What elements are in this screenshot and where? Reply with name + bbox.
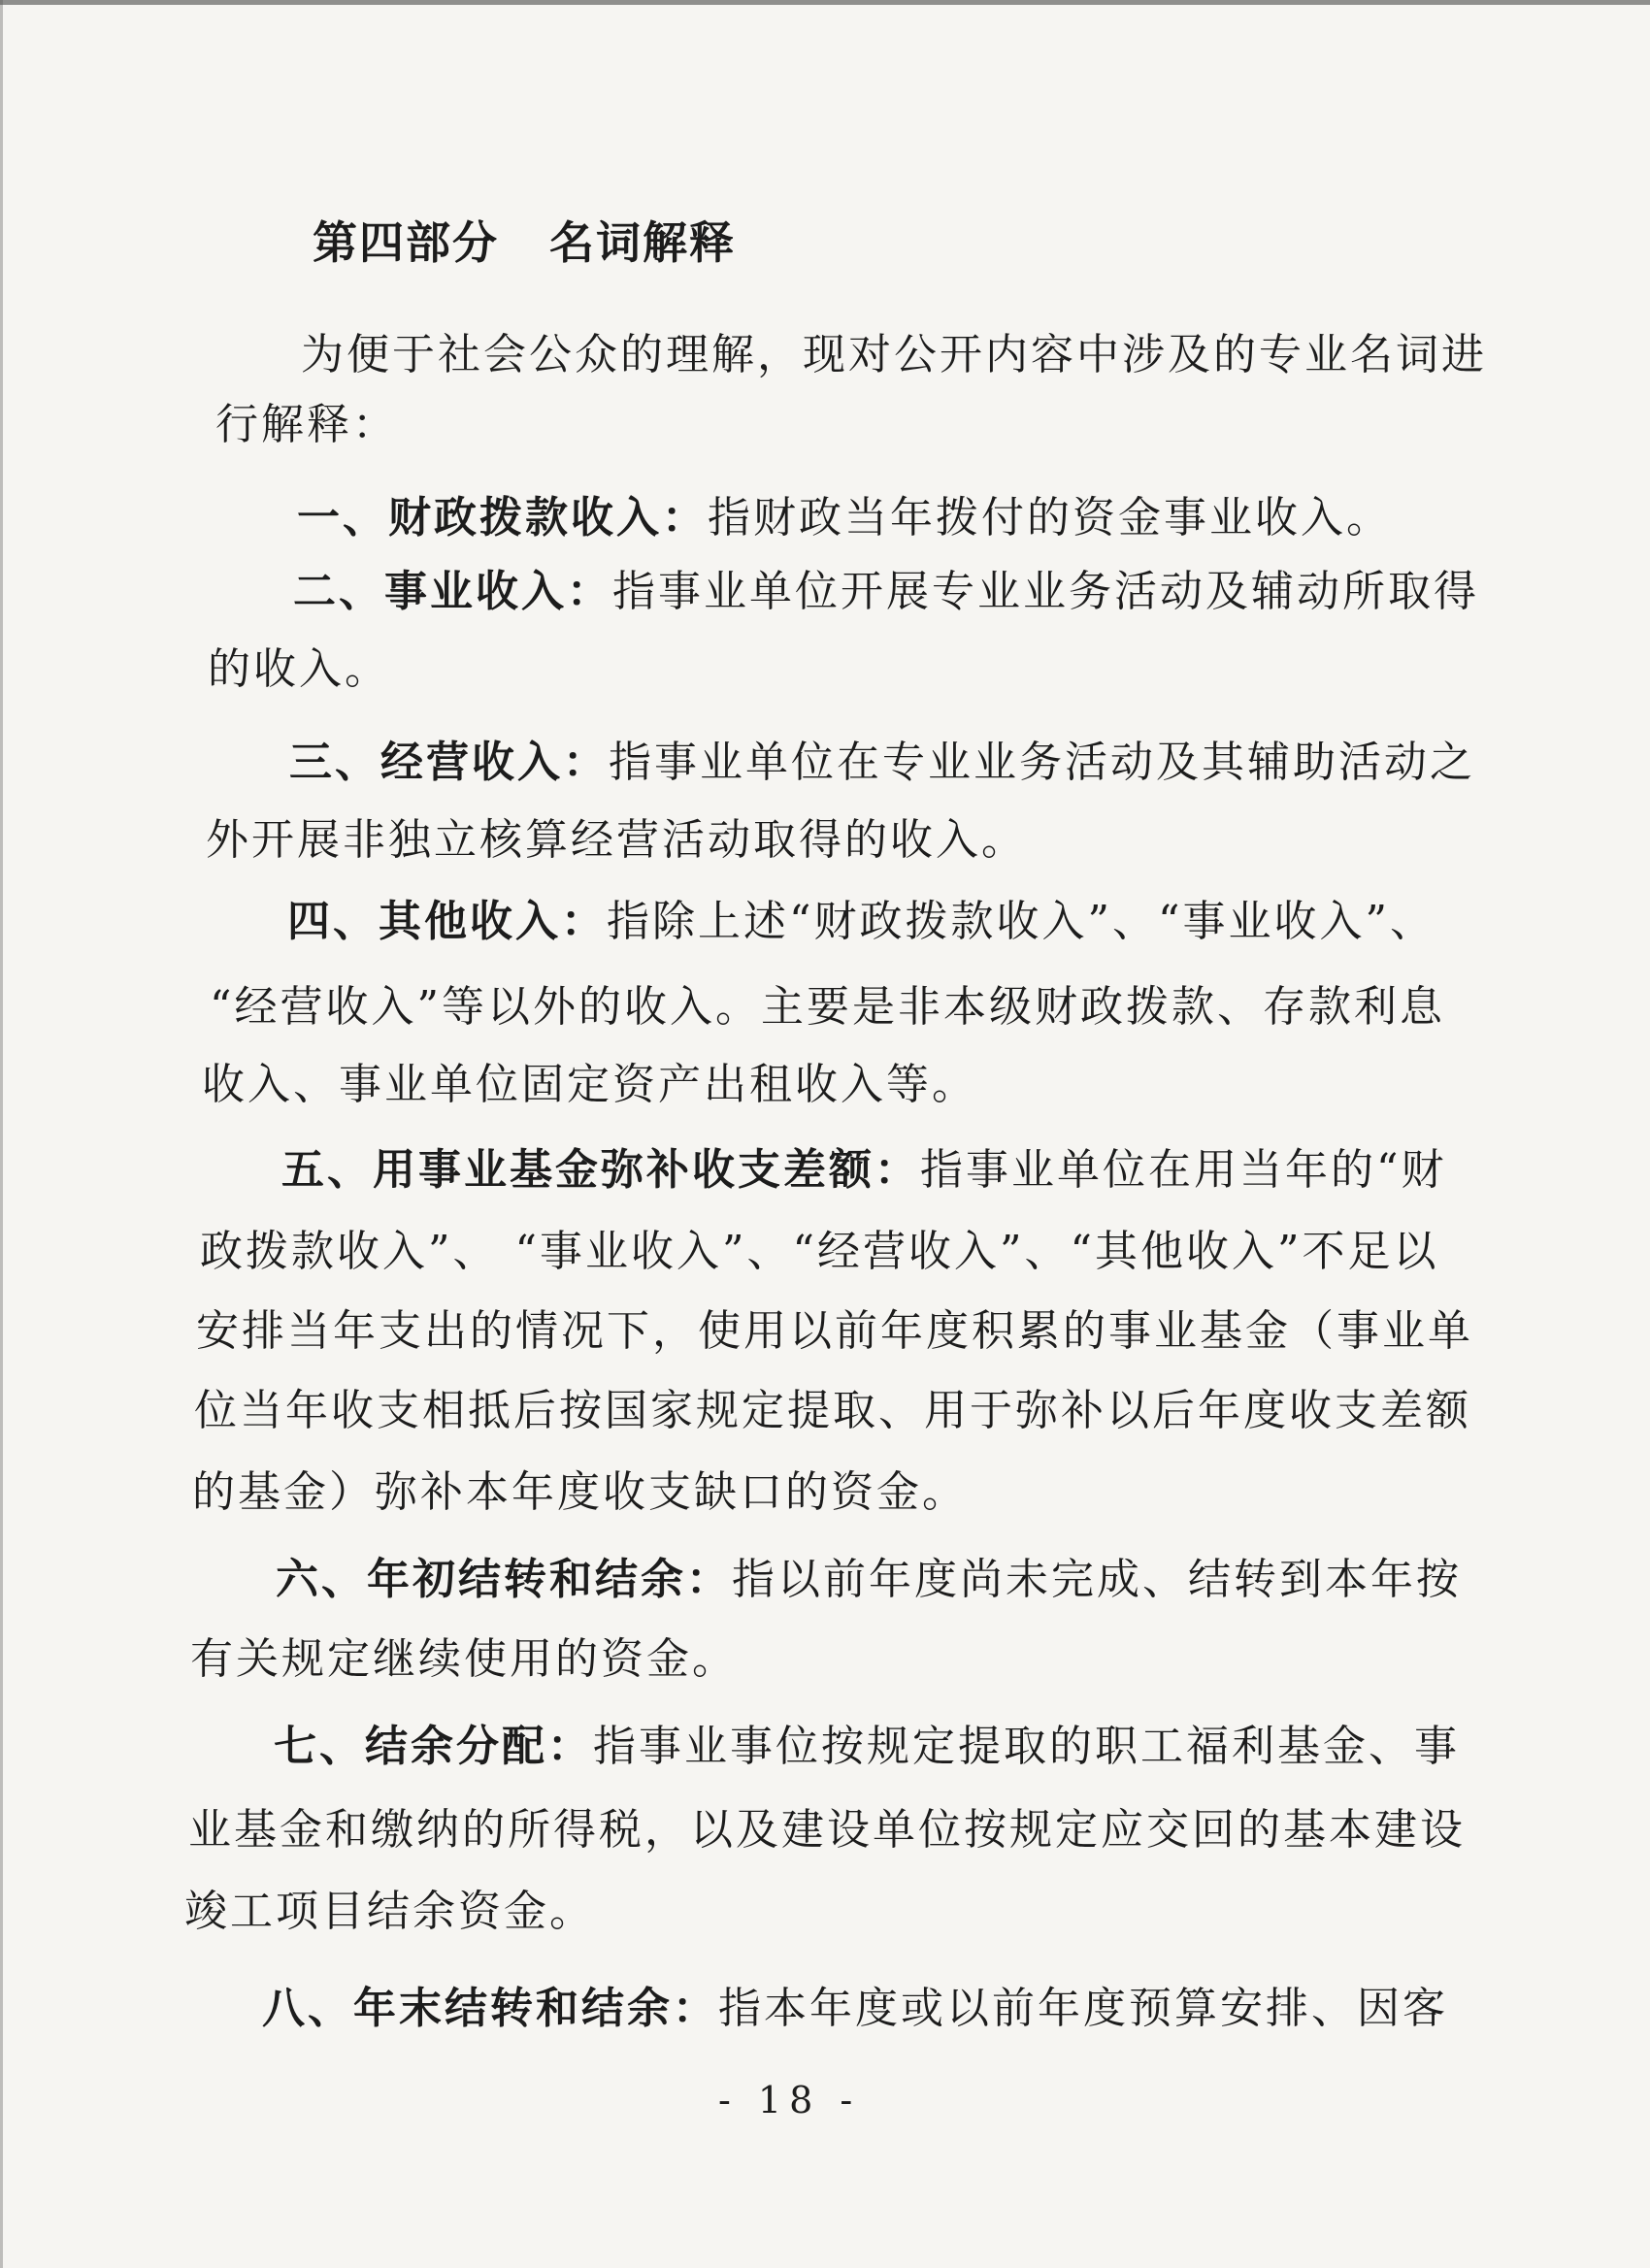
heading-title: 名词解释 <box>549 216 736 269</box>
definition-text: 竣工项目结余资金。 <box>184 1887 595 1936</box>
definition-term: 四、其他收入： <box>287 897 607 946</box>
definition-text: 指事业单位开展专业业务活动及辅动所取得 <box>612 567 1479 616</box>
definition-text: 有关规定继续使用的资金。 <box>190 1634 738 1684</box>
definition-4 <box>287 893 1436 951</box>
definition-text: 指本年度或以前年度预算安排、因客 <box>718 1984 1448 2033</box>
definition-term: 五、用事业基金弥补收支差额： <box>281 1145 920 1195</box>
definition-1 <box>297 489 1392 547</box>
definition-text: 业基金和缴纳的所得税，以及建设单位按规定应交回的基本建设 <box>188 1805 1466 1855</box>
definition-term: 八、年末结转和结余： <box>262 1984 718 2033</box>
intro-line: 为便于社会公众的理解，现对公开内容中涉及的专业名词进 <box>301 330 1487 379</box>
definition-2 <box>293 563 1479 621</box>
heading-part: 第四部分 <box>313 216 499 269</box>
page-number: - 18 - <box>718 2079 861 2121</box>
definition-text: 外开展非独立核算经营活动取得的收入。 <box>206 815 1027 865</box>
definition-term: 七、结余分配： <box>274 1722 593 1771</box>
definition-term: 六、年初结转和结余： <box>276 1555 732 1604</box>
definition-text: 政拨款收入”、 “事业收入”、“经营收入”、“其他收入”不足以 <box>200 1227 1439 1276</box>
definition-term: 三、经营收入： <box>289 738 609 787</box>
definition-7 <box>274 1718 1460 1776</box>
section-heading <box>313 208 736 272</box>
definition-text: “经营收入”等以外的收入。主要是非本级财政拨款、存款利息 <box>210 982 1445 1032</box>
definition-6 <box>276 1551 1462 1609</box>
definition-term: 一、财政拨款收入： <box>297 493 708 542</box>
definition-5 <box>281 1141 1447 1200</box>
definition-text: 指事业单位在专业业务活动及其辅助活动之 <box>609 738 1475 787</box>
definition-term: 二、事业收入： <box>293 567 612 616</box>
definition-text: 指以前年度尚未完成、结转到本年按 <box>732 1555 1462 1604</box>
definition-text: 位当年收支相抵后按国家规定提取、用于弥补以后年度收支差额 <box>194 1386 1471 1435</box>
intro-line: 行解释： <box>215 400 398 449</box>
definition-text: 收入、事业单位固定资产出租收入等。 <box>202 1060 977 1109</box>
definition-8 <box>262 1980 1448 2038</box>
definition-text: 安排当年支出的情况下，使用以前年度积累的事业基金（事业单 <box>196 1306 1473 1356</box>
definition-text: 指除上述“财政拨款收入”、“事业收入”、 <box>607 897 1436 946</box>
scan-left-edge <box>0 0 3 2268</box>
definition-text: 指事业单位在用当年的“财 <box>920 1145 1447 1195</box>
definition-text: 指事业事位按规定提取的职工福利基金、事 <box>593 1722 1460 1771</box>
scan-top-edge <box>0 0 1650 5</box>
definition-text: 的基金）弥补本年度收支缺口的资金。 <box>192 1467 968 1517</box>
definition-3 <box>289 734 1475 792</box>
definition-text: 指财政当年拨付的资金事业收入。 <box>708 493 1392 542</box>
definition-text: 的收入。 <box>208 644 390 694</box>
